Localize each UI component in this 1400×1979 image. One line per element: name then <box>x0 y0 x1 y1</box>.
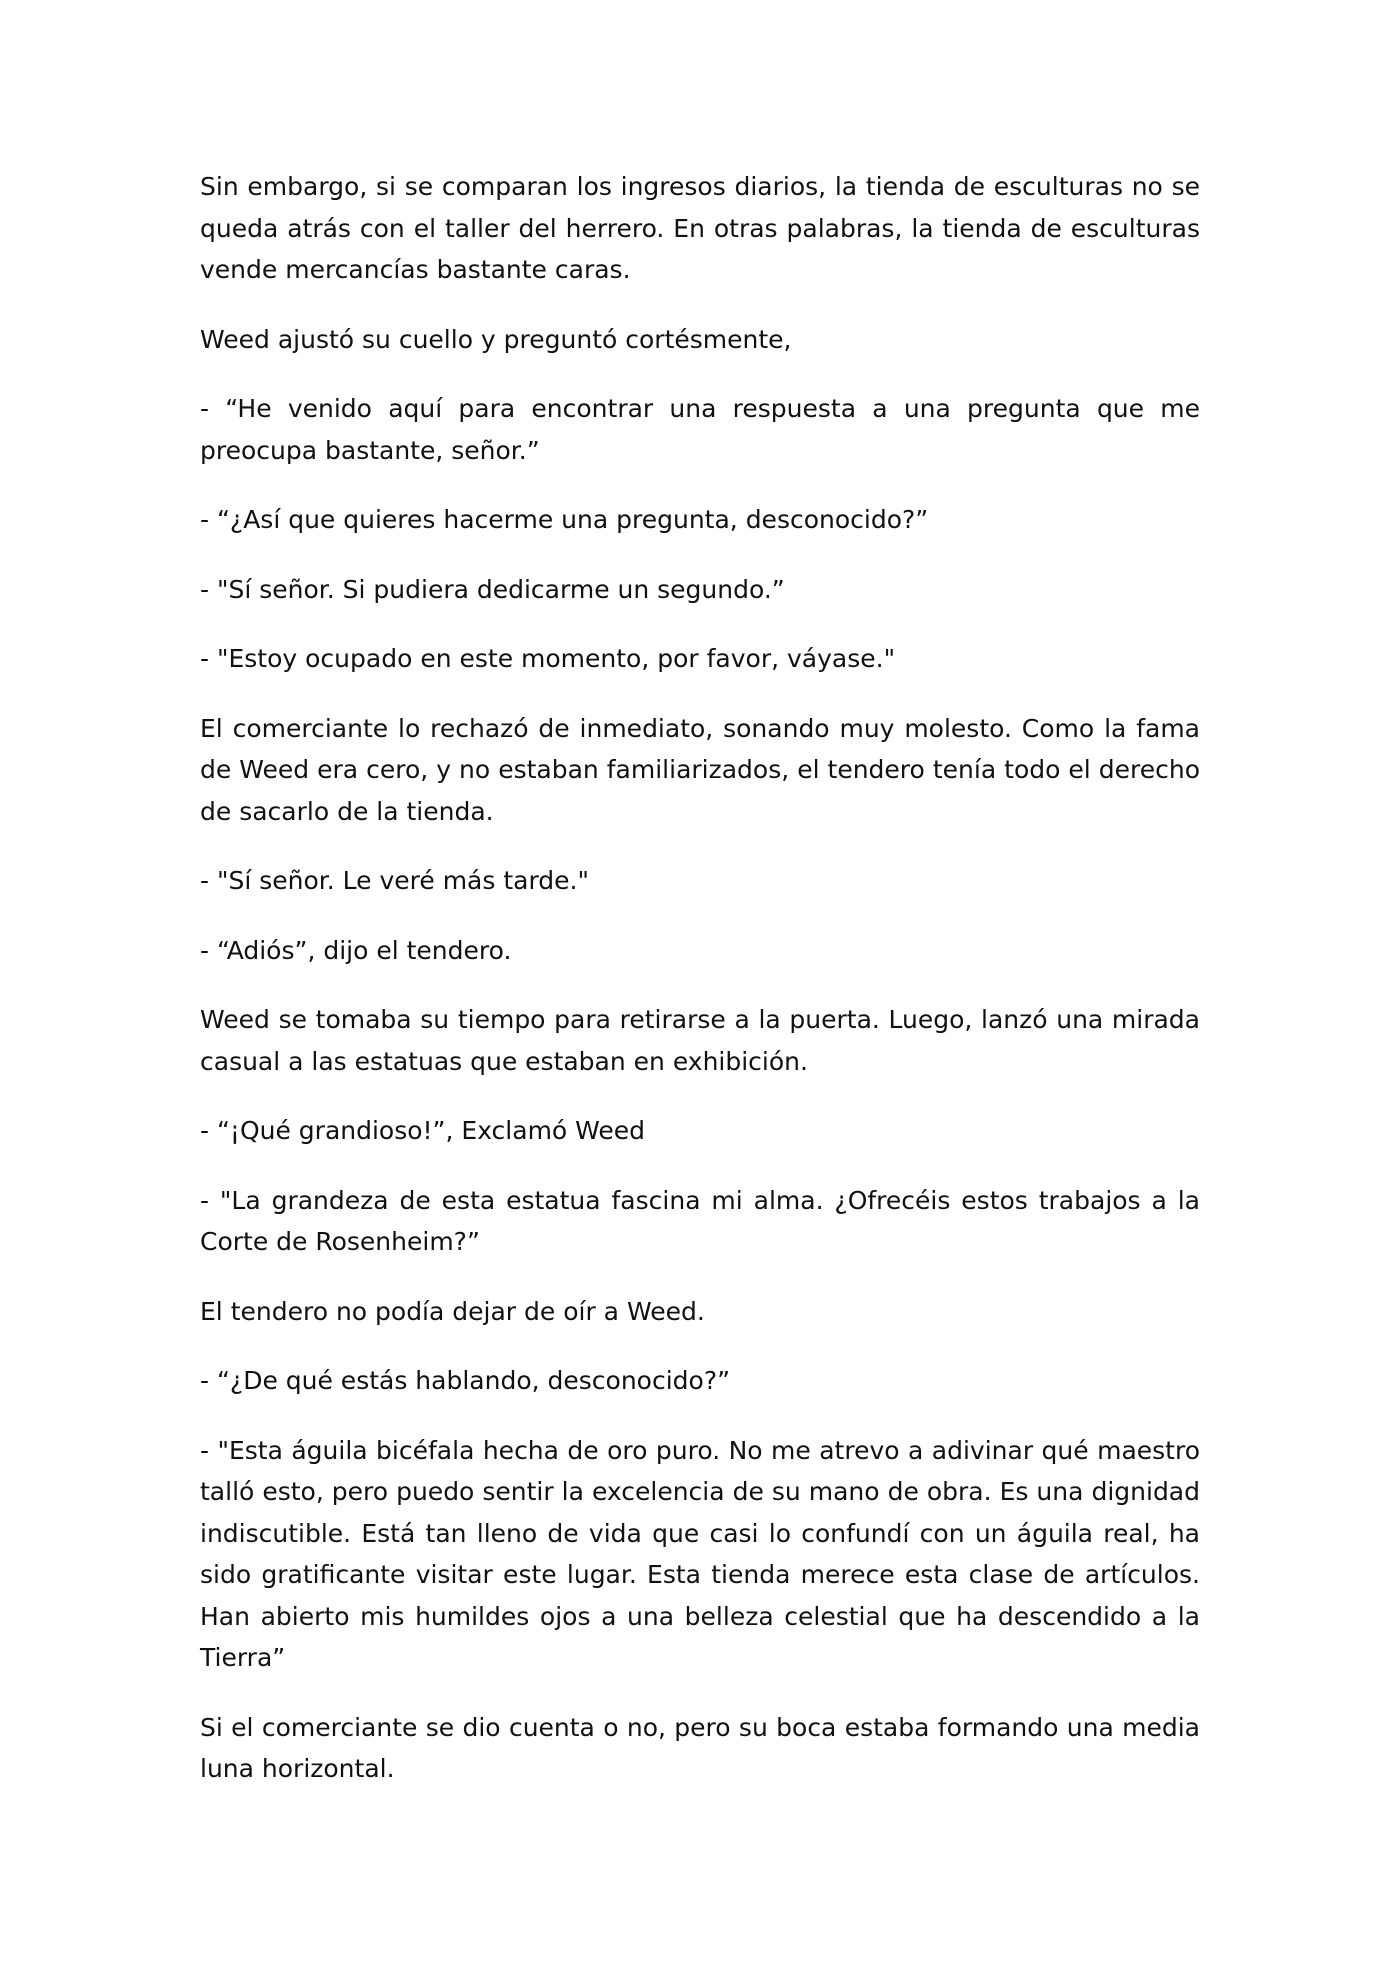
paragraph-2: Weed ajustó su cuello y preguntó cortésmente, <box>200 324 792 354</box>
paragraph-13: El tendero no podía dejar de oír a Weed. <box>200 1296 705 1326</box>
paragraph-7: El comerciante lo rechazó de inmediato, sonando muy molesto. Como la fama de Weed era cero, y no estaban familiarizados, el tendero tenía todo el derecho de sacarlo de la tienda. <box>200 713 1200 826</box>
paragraph-8: - "Sí señor. Le veré más tarde." <box>200 866 590 895</box>
paragraph-11: - “¡Qué grandioso!”, Exclamó Weed <box>200 1116 646 1145</box>
paragraph-16: Si el comerciante se dio cuenta o no, pero su boca estaba formando una media luna horizontal. <box>200 1712 1200 1783</box>
paragraph-10: Weed se tomaba su tiempo para retirarse a la puerta. Luego, lanzó una mirada casual a las estatuas que estaban en exhibición. <box>200 1005 1200 1076</box>
paragraph-3: - “He venido aquí para encontrar una respuesta a una pregunta que me preocupa bastante, señor.” <box>200 394 1200 465</box>
paragraph-1: Sin embargo, si se comparan los ingresos diarios, la tienda de esculturas no se queda atrás con el taller del herrero. En otras palabras, la tienda de esculturas vende mercancías bastante caras. <box>200 172 1200 284</box>
paragraph-6: - "Estoy ocupado en este momento, por favor, váyase." <box>200 644 896 673</box>
paragraph-5: - "Sí señor. Si pudiera dedicarme un segundo.” <box>200 574 785 604</box>
paragraph-12: - "La grandeza de esta estatua fascina mi alma. ¿Ofrecéis estos trabajos a la Corte de Rosenheim?” <box>200 1185 1200 1256</box>
document-body <box>200 166 1200 1818</box>
paragraph-4: - “¿Así que quieres hacerme una pregunta, desconocido?” <box>200 505 929 534</box>
paragraph-14: - “¿De qué estás hablando, desconocido?” <box>200 1366 731 1395</box>
paragraph-15: - "Esta águila bicéfala hecha de oro puro. No me atrevo a adivinar qué maestro talló esto, pero puedo sentir la excelencia de su mano de obra. Es una dignidad indiscutible. Está tan lleno de vida que casi lo confundí con un águila real, ha sido gratificante visitar este lugar. Esta tienda merece esta clase de artículos. Han abierto mis humildes ojos a una belleza celestial que ha descendido a la Tierra” <box>200 1435 1200 1672</box>
paragraph-9: - “Adiós”, dijo el tendero. <box>200 935 512 965</box>
